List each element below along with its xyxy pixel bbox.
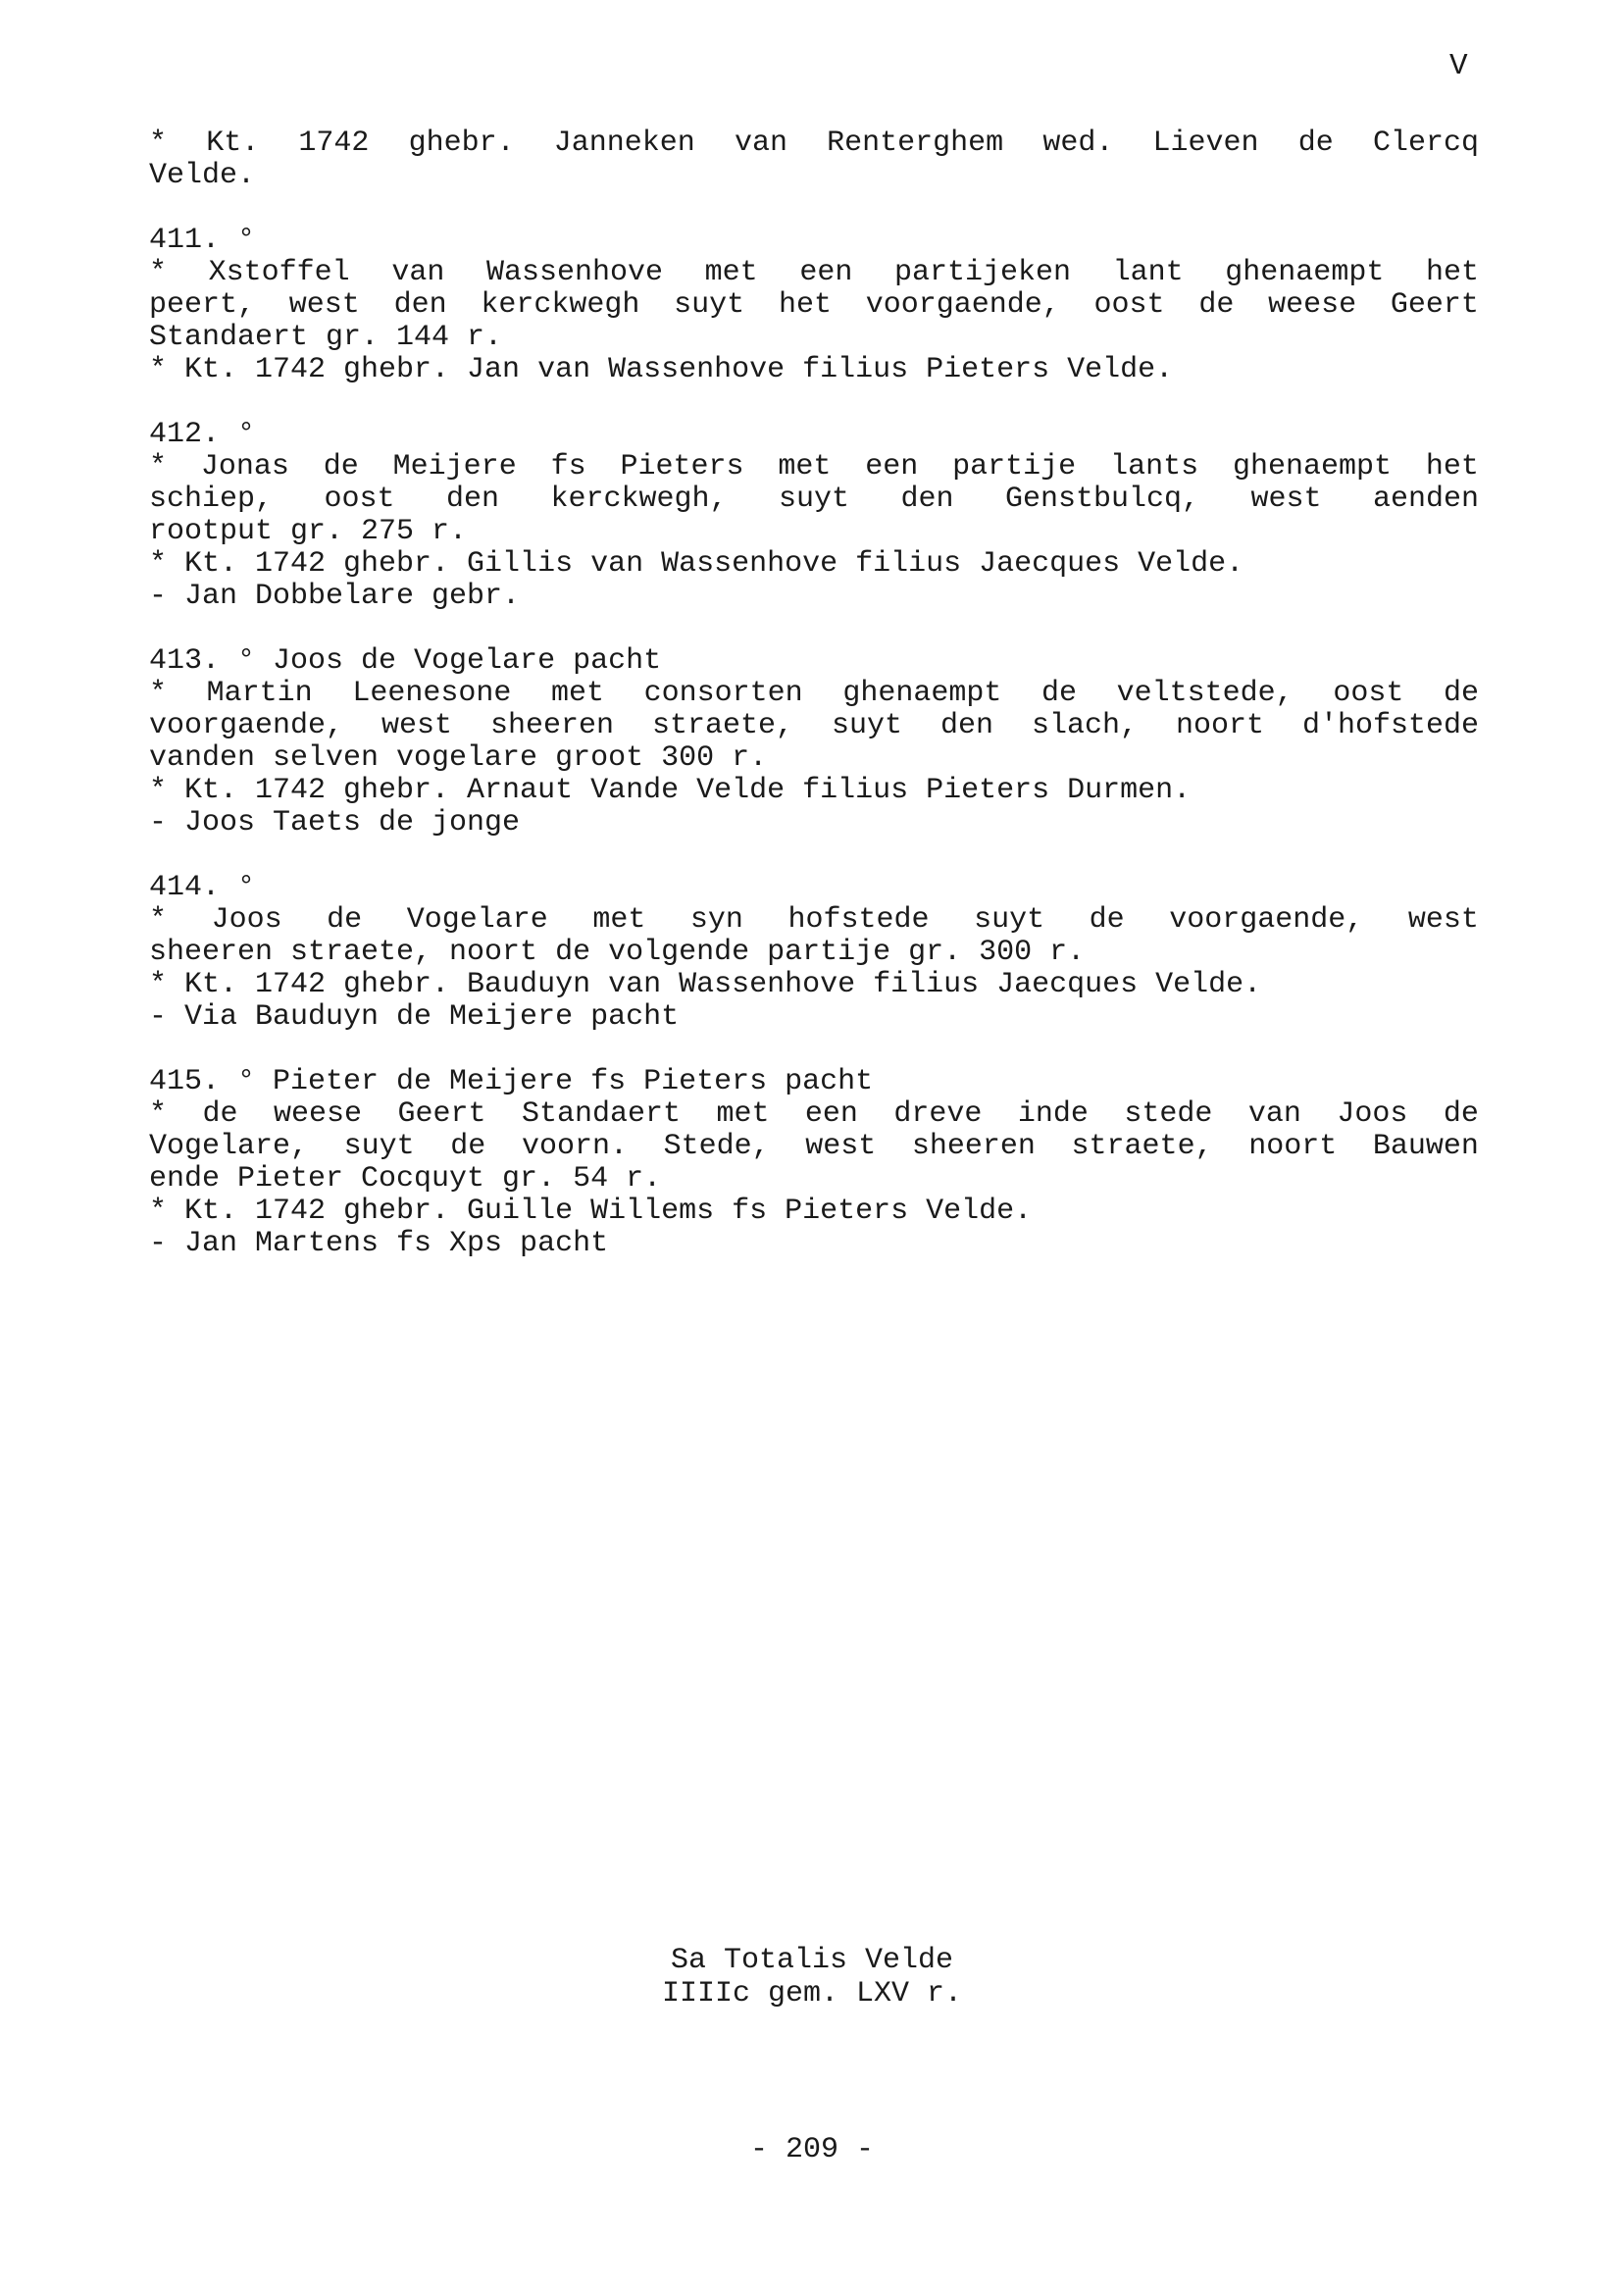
entry-line: voorgaende, west sheeren straete, suyt den slach, noort d'hofstede (149, 709, 1479, 742)
entry-line: Vogelare, suyt de voorn. Stede, west sheeren straete, noort Bauwen (149, 1130, 1479, 1163)
entry-line: - Via Bauduyn de Meijere pacht (149, 1000, 680, 1034)
entry-number: 412. ° (149, 418, 256, 451)
entry-line: * Kt. 1742 ghebr. Guille Willems fs Pieters Velde. (149, 1195, 1033, 1228)
entry-412 (149, 419, 1479, 613)
page-number: - 209 - (749, 2133, 875, 2166)
entry-line: schiep, oost den kerckwegh, suyt den Genstbulcq, west aenden (149, 483, 1479, 516)
entry-415 (149, 1066, 1479, 1260)
entry-line: - Jan Martens fs Xps pacht (149, 1227, 609, 1260)
entry-line: * de weese Geert Standaert met een dreve inde stede van Joos de (149, 1097, 1479, 1131)
entry-line: * Jonas de Meijere fs Pieters met een partije lants ghenaempt het (149, 450, 1479, 484)
page-marker: V (1449, 49, 1468, 83)
entry-line: ende Pieter Cocquyt gr. 54 r. (149, 1162, 662, 1196)
entry-line: * Xstoffel van Wassenhove met een partijeken lant ghenaempt het (149, 256, 1479, 289)
entry-414 (149, 872, 1479, 1034)
entry-number: 414. ° (149, 871, 256, 904)
totals-amount: IIIIc gem. LXV r. (661, 1977, 963, 2011)
entry-line: vanden selven vogelare groot 300 r. (149, 741, 768, 775)
totals-title: Sa Totalis Velde (670, 1944, 954, 1977)
entry-line: peert, west den kerckwegh suyt het voorgaende, oost de weese Geert (149, 288, 1479, 322)
entry-line: * Kt. 1742 ghebr. Janneken van Renterghem wed. Lieven de Clercq (149, 127, 1479, 160)
totals-block (0, 1944, 1624, 2011)
document-body (149, 127, 1479, 1293)
entry-line: * Joos de Vogelare met syn hofstede suyt de voorgaende, west (149, 903, 1479, 937)
entry-continuation (149, 127, 1479, 192)
entry-411 (149, 225, 1479, 386)
entry-413 (149, 645, 1479, 840)
entry-number: 411. ° (149, 224, 256, 257)
entry-line: * Kt. 1742 ghebr. Bauduyn van Wassenhove filius Jaecques Velde. (149, 968, 1262, 1001)
entry-line: * Kt. 1742 ghebr. Jan van Wassenhove filius Pieters Velde. (149, 353, 1174, 386)
entry-line: rootput gr. 275 r. (149, 515, 468, 548)
entry-line: * Kt. 1742 ghebr. Arnaut Vande Velde filius Pieters Durmen. (149, 774, 1192, 807)
entry-line: - Jan Dobbelare gebr. (149, 580, 521, 613)
entry-line: - Joos Taets de jonge (149, 806, 521, 840)
entry-number: 413. ° Joos de Vogelare pacht (149, 644, 662, 678)
entry-line: sheeren straete, noort de volgende partije gr. 300 r. (149, 936, 1086, 969)
entry-number: 415. ° Pieter de Meijere fs Pieters pacht (149, 1065, 874, 1098)
entry-line: * Kt. 1742 ghebr. Gillis van Wassenhove filius Jaecques Velde. (149, 547, 1244, 581)
entry-line: Standaert gr. 144 r. (149, 321, 503, 354)
entry-line: * Martin Leenesone met consorten ghenaempt de veltstede, oost de (149, 677, 1479, 710)
entry-line: Velde. (149, 159, 256, 192)
